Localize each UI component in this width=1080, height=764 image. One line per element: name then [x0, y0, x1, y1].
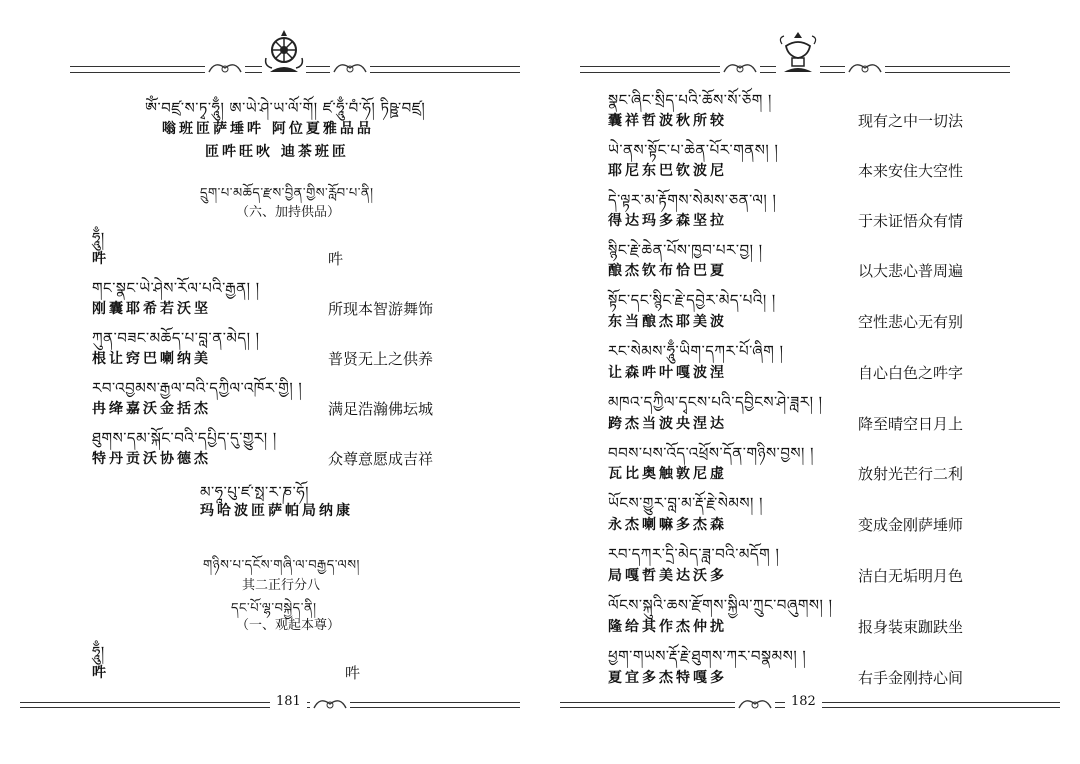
verse-chinese: 以大悲心普周遍	[858, 262, 964, 280]
verse-phonetic: 局嘎哲美达沃多	[608, 568, 727, 584]
cloud-swirl-icon	[735, 694, 775, 714]
verse-chinese: 普贤无上之供养	[328, 350, 434, 368]
verse-tibetan: མཁའ་དཀྱིལ་དྭངས་པའི་དབྱིངས་ཤེ་ཟླར། །	[608, 393, 823, 411]
verse-phonetic: 跨杰当波央涅达	[608, 416, 727, 432]
verse-tibetan: གང་སྣང་ཡེ་ཤེས་རོལ་པའི་རྒྱན། །	[92, 279, 260, 297]
verse-tibetan: དེ་ལྟར་མ་རྟོགས་སེམས་ཅན་ལ། །	[608, 191, 777, 209]
verse-phonetic: 囊祥哲波秋所较	[608, 113, 727, 129]
verse-chinese: 现有之中一切法	[858, 112, 964, 130]
cloud-swirl-icon	[330, 58, 370, 78]
hum-syllable-phonetic: 吽	[92, 665, 109, 681]
section-title-tibetan: དྲུག་པ་མཆོད་རྫས་བྱིན་གྱིས་རློབ་པ་ནི།	[200, 186, 374, 201]
verse-chinese: 所现本智游舞饰	[328, 300, 434, 318]
verse-chinese: 满足浩瀚佛坛城	[328, 400, 434, 418]
hum-syllable-phonetic: 吽	[92, 251, 109, 267]
verse-phonetic: 酿杰钦布恰巴夏	[608, 263, 727, 279]
title-tibetan: ཨོཾ་བཛྲ་ས་ཏྭ་ཧཱུྃ། ཨ་ཡེ་ཤེ་ཡ་ལོ་གོ། ཛ་ཧཱུྃ་བཾ་ཧོ། ཏིཥྛ་བཛྲ།	[145, 99, 426, 117]
verse-tibetan: རབ་དཀར་དྲི་མེད་ཟླ་བའི་མདོག །	[608, 545, 780, 563]
mantra-phonetic: 玛哈波匝萨帕局纳康	[200, 503, 353, 519]
verse-phonetic: 耶尼东巴钦波尼	[608, 163, 727, 179]
mantra-tibetan: མ་ཧཱ་པུ་ཛ་སྥ་ར་ཎ་ཧོ།	[200, 483, 310, 501]
verse-tibetan: སྟོང་དང་སྙིང་རྗེ་དབྱེར་མེད་པའི། །	[608, 291, 776, 309]
title-phonetic: 嗡班匝萨埵吽 阿位夏雅品品	[162, 121, 374, 137]
verse-chinese: 降至晴空日月上	[858, 415, 964, 433]
verse-chinese: 于未证悟众有情	[858, 212, 964, 230]
hum-syllable-chinese: 吽	[345, 664, 361, 682]
verse-chinese: 洁白无垢明月色	[858, 567, 964, 585]
page-number: 181	[270, 694, 307, 709]
section3-title-tibetan: དང་པོ་ལྷ་བསྐྱེད་ནི།	[231, 601, 317, 616]
verse-tibetan: ཐུགས་དམ་སྐོང་བའི་དཔྱིད་དུ་གྱུར། །	[92, 429, 277, 447]
cloud-swirl-icon	[310, 694, 350, 714]
verse-phonetic: 夏宜多杰特嘎多	[608, 670, 727, 686]
right-header-ornament	[540, 28, 1080, 88]
verse-tibetan: ཀུན་བཟང་མཆོད་པ་བླ་ན་མེད། །	[92, 329, 260, 347]
verse-chinese: 空性悲心无有别	[858, 313, 964, 331]
verse-phonetic: 让森吽叶嘎波涅	[608, 365, 727, 381]
section2-title-tibetan: གཉིས་པ་དངོས་གཞི་ལ་བརྒྱད་ལས།	[203, 558, 360, 573]
verse-tibetan: ལོངས་སྐུའི་ཆས་རྫོགས་སྐྱིལ་ཀྲུང་བཞུགས། །	[608, 596, 833, 614]
verse-phonetic: 根让窍巴喇纳美	[92, 351, 211, 367]
verse-chinese: 变成金刚萨埵师	[858, 516, 964, 534]
title-phonetic-2: 匝吽旺吙 迪茶班匝	[205, 144, 349, 160]
verse-tibetan: སྙིང་རྗེ་ཆེན་པོས་ཁྱབ་པར་བྱ། །	[608, 241, 763, 259]
section-title-chinese: （六、加持供品）	[236, 205, 341, 220]
page-number: 182	[785, 694, 822, 709]
cloud-swirl-icon	[720, 58, 760, 78]
verse-chinese: 右手金刚持心间	[858, 669, 964, 687]
section2-title-chinese: 其二正行分八	[242, 578, 321, 593]
verse-phonetic: 东当酿杰耶美波	[608, 314, 727, 330]
verse-chinese: 本来安住大空性	[858, 162, 964, 180]
verse-tibetan: རབ་འབྱམས་རྒྱལ་བའི་དཀྱིལ་འཁོར་གྱི། །	[92, 379, 303, 397]
verse-tibetan: བབས་པས་འོད་འཕྲོས་དོན་གཉིས་བྱས། །	[608, 444, 814, 462]
verse-tibetan: ཡེ་ནས་སྟོང་པ་ཆེན་པོར་གནས། །	[608, 141, 779, 159]
right-footer	[540, 690, 1080, 720]
verse-phonetic: 得达玛多森坚拉	[608, 213, 727, 229]
verse-phonetic: 隆给其作杰仲扰	[608, 619, 727, 635]
verse-phonetic: 冉绛嘉沃金括杰	[92, 401, 211, 417]
verse-tibetan: ཕྱག་གཡས་རྡོ་རྗེ་ཐུགས་ཀར་བསྣམས། །	[608, 647, 807, 665]
cloud-swirl-icon	[205, 58, 245, 78]
right-page	[540, 0, 1080, 764]
verse-chinese: 报身装束跏趺坐	[858, 618, 964, 636]
verse-phonetic: 永杰喇嘛多杰森	[608, 517, 727, 533]
verse-phonetic: 瓦比奥触敦尼虚	[608, 466, 727, 482]
verse-phonetic: 特丹贡沃协德杰	[92, 451, 211, 467]
verse-chinese: 众尊意愿成吉祥	[328, 450, 434, 468]
verse-tibetan: སྣང་ཞིང་སྲིད་པའི་ཆོས་སོ་ཅོག །	[608, 91, 772, 109]
section3-title-chinese: （一、观起本尊）	[236, 618, 341, 633]
verse-tibetan: རང་སེམས་ཧཱུྃ་ཡིག་དཀར་པོ་ཞིག །	[608, 342, 784, 360]
dharma-wheel-icon	[262, 28, 306, 80]
left-header-ornament	[0, 28, 540, 88]
left-footer	[0, 690, 540, 720]
treasure-vase-icon	[776, 28, 820, 80]
cloud-swirl-icon	[845, 58, 885, 78]
verse-chinese: 放射光芒行二利	[858, 465, 964, 483]
verse-tibetan: ཡོངས་གྱུར་བླ་མ་རྡོ་རྗེ་སེམས། །	[608, 494, 763, 512]
verse-chinese: 自心白色之吽字	[858, 364, 964, 382]
verse-phonetic: 刚囊耶希若沃坚	[92, 301, 211, 317]
hum-syllable-chinese: 吽	[328, 250, 344, 268]
hum-syllable-tibetan: ཧཱུྃ།	[92, 229, 105, 247]
hum-syllable-tibetan: ཧཱུྃ།	[92, 643, 105, 661]
